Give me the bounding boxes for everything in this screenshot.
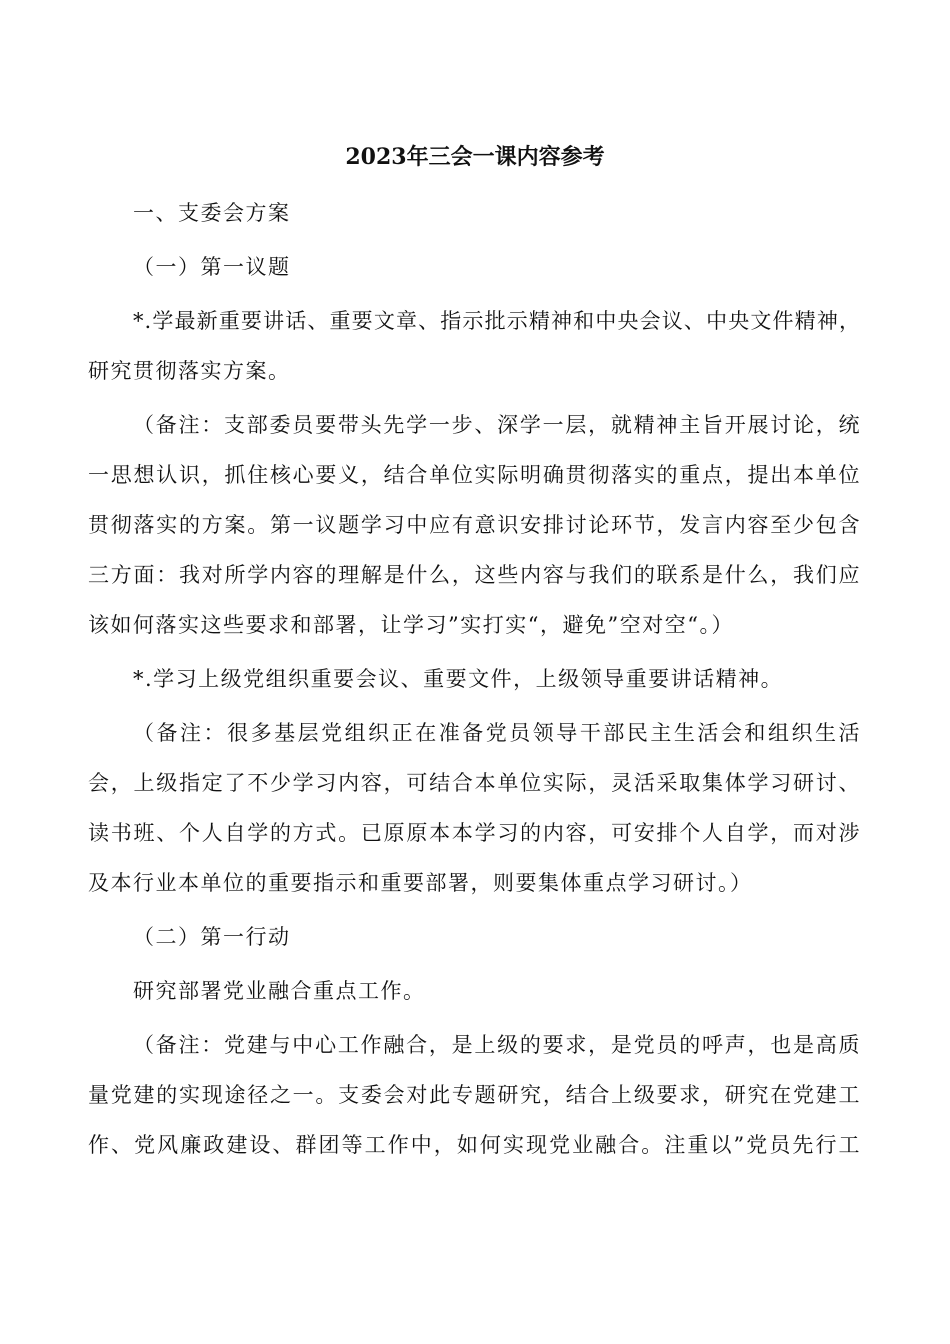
document-title: 2023年三会一课内容参考 — [345, 144, 605, 170]
paragraph-line: （备注：党建与中心工作融合，是上级的要求，是党员的呼声，也是高质 — [133, 1033, 861, 1057]
paragraph-line: 会，上级指定了不少学习内容，可结合本单位实际，灵活采取集体学习研讨、 — [88, 771, 861, 795]
subsection-heading-2: （二）第一行动 — [133, 925, 291, 949]
paragraph-line: 三方面：我对所学内容的理解是什么，这些内容与我们的联系是什么，我们应 — [88, 563, 861, 587]
paragraph-line: 研究贯彻落实方案。 — [88, 359, 291, 383]
paragraph-line: *.学最新重要讲话、重要文章、指示批示精神和中央会议、中央文件精神， — [133, 309, 861, 333]
paragraph-line: 作、党风廉政建设、群团等工作中，如何实现党业融合。注重以”党员先行工 — [88, 1133, 861, 1157]
paragraph-line: 贯彻落实的方案。第一议题学习中应有意识安排讨论环节，发言内容至少包含 — [88, 513, 861, 537]
paragraph-line: （备注：支部委员要带头先学一步、深学一层，就精神主旨开展讨论，统 — [133, 413, 861, 437]
paragraph-line: 读书班、个人自学的方式。已原原本本学习的内容，可安排个人自学，而对涉 — [88, 821, 861, 845]
paragraph-line: 及本行业本单位的重要指示和重要部署，则要集体重点学习研讨。） — [88, 871, 753, 895]
subsection-heading-1: （一）第一议题 — [133, 255, 291, 279]
paragraph-line: 该如何落实这些要求和部署，让学习”实打实“，避免”空对空“。） — [88, 613, 734, 637]
paragraph-line: *.学习上级党组织重要会议、重要文件，上级领导重要讲话精神。 — [133, 667, 784, 691]
paragraph-line: 研究部署党业融合重点工作。 — [133, 979, 426, 1003]
paragraph-line: 一思想认识，抓住核心要义，结合单位实际明确贯彻落实的重点，提出本单位 — [88, 463, 861, 487]
paragraph-line: （备注：很多基层党组织正在准备党员领导干部民主生活会和组织生活 — [133, 721, 861, 745]
paragraph-line: 量党建的实现途径之一。支委会对此专题研究，结合上级要求，研究在党建工 — [88, 1083, 861, 1107]
section-heading-1: 一、支委会方案 — [133, 201, 291, 225]
